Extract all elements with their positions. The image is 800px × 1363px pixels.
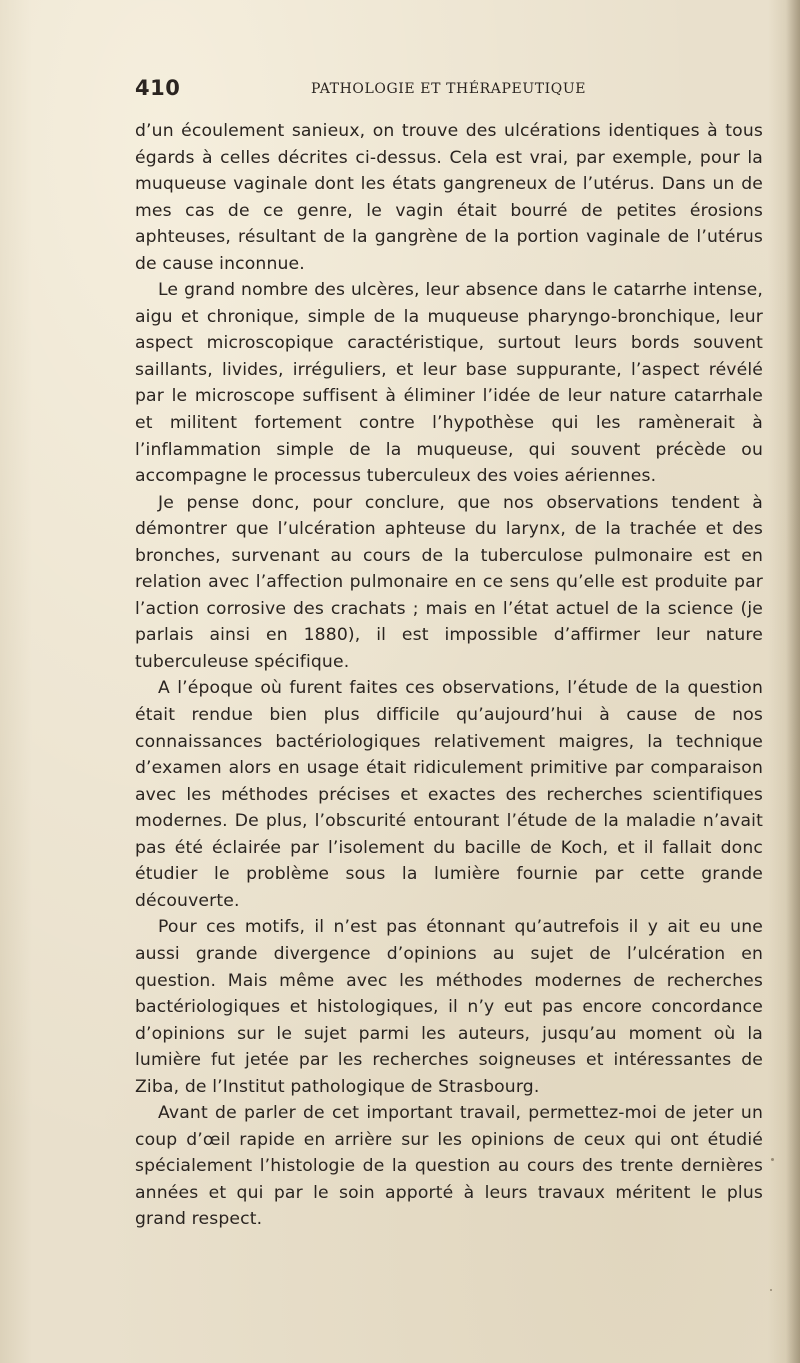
- body-text: [135, 118, 763, 1233]
- paragraph-5: Pour ces motifs, il n’est pas étonnant qu’autrefois il y ait eu une aussi grande divergence d’opinions au sujet de l’ulcération en question. Mais même avec les méthodes modernes de recherches bactériologiques et histologiques, il n’y eut pas encore concordance d’opinions sur le sujet parmi les auteurs, jusqu’au moment où la lumière fut jetée par les recherches soigneuses et intéressantes de Ziba, de l’Institut pathologique de Strasbourg.: [135, 917, 763, 1097]
- paper-speck: [771, 1158, 774, 1161]
- page-header: [135, 76, 763, 102]
- page-edge-shadow: [786, 0, 800, 1363]
- paragraph-4: A l’époque où furent faites ces observations, l’étude de la question était rendue bien plus difficile qu’aujourd’hui à cause de nos connaissances bactériologiques relativement maigres, la technique d’examen alors en usage était ridiculement primitive par comparaison avec les méthodes précises et exactes des recherches scientifiques modernes. De plus, l’obscurité entourant l’étude de la maladie n’avait pas été éclairée par l’isolement du bacille de Koch, et il fallait donc étudier le problème sous la lumière fournie par cette grande découverte.: [135, 678, 763, 911]
- paragraph-3: Je pense donc, pour conclure, que nos observations tendent à démontrer que l’ulcération aphteuse du larynx, de la trachée et des bronches, survenant au cours de la tuberculose pulmonaire est en relation avec l’affection pulmonaire en ce sens qu’elle est produite par l’action corrosive des crachats ; mais en l’état actuel de la science (je parlais ainsi en 1880), il est impossible d’affirmer leur nature tuberculeuse spécifique.: [135, 492, 763, 672]
- paragraph-2: Le grand nombre des ulcères, leur absence dans le catarrhe intense, aigu et chronique, simple de la muqueuse pharyngo-bronchique, leur aspect microscopique caractéristique, surtout leurs bords souvent saillants, livides, irréguliers, et leur base suppurante, l’aspect révélé par le microscope suffisent à éliminer l’idée de leur nature catarrhale et militent fortement contre l’hypothèse qui les ramènerait à l’inflammation simple de la muqueuse, qui souvent précède ou accompagne le processus tuberculeux des voies aériennes.: [135, 280, 763, 487]
- paragraph-1: d’un écoulement sanieux, on trouve des ulcérations identiques à tous égards à celles décrites ci-dessus. Cela est vrai, par exemple, pour la muqueuse vaginale dont les états gangreneux de l’utérus. Dans un de mes cas de ce genre, le vagin était bourré de petites érosions aphteuses, résultant de la gangrène de la portion vaginale de l’utérus de cause inconnue.: [135, 121, 763, 274]
- paragraph-6: Avant de parler de cet important travail, permettez-moi de jeter un coup d’œil rapide en arrière sur les opinions de ceux qui ont étudié spécialement l’histologie de la question au cours des trente dernières années et qui par le soin apporté à leurs travaux méritent le plus grand respect.: [135, 1103, 763, 1230]
- running-title: PATHOLOGIE ET THÉRAPEUTIQUE: [311, 81, 587, 97]
- paper-speck: [770, 1289, 772, 1291]
- page-number: 410: [135, 76, 181, 100]
